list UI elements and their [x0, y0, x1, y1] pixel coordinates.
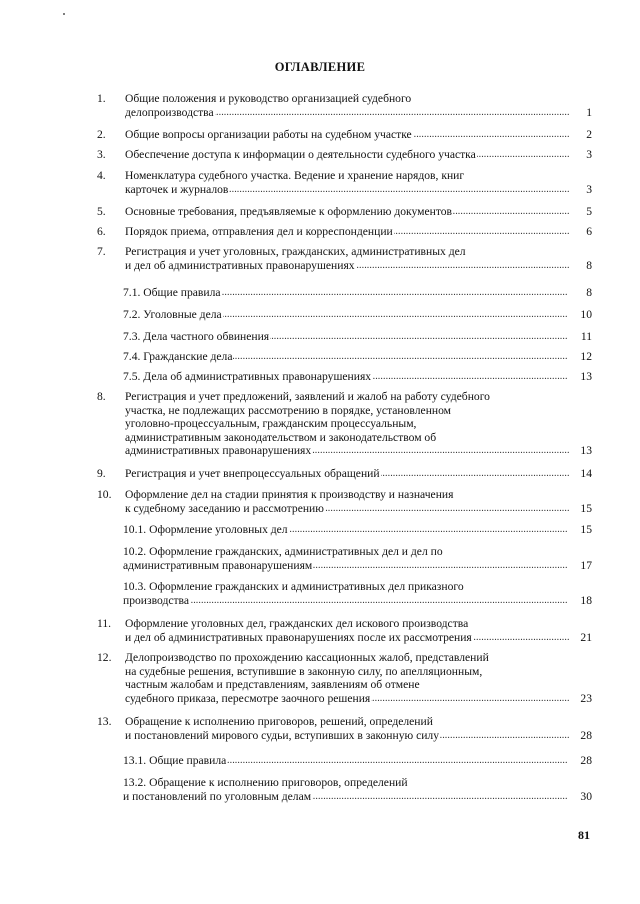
toc-entry-leader-line: судебного приказа, пересмотре заочного решения . . . — [125, 692, 570, 706]
toc-entry-title — [125, 169, 570, 196]
toc-entry-line: Делопроизводство по прохождению кассационных жалоб, представлений — [125, 651, 489, 664]
toc-entry-page: 18 — [580, 593, 592, 607]
toc-entry-page: 23 — [580, 691, 592, 705]
toc-entry-page: 15 — [580, 523, 592, 536]
toc-entry-page: 13 — [580, 370, 592, 383]
toc-entry-title — [123, 545, 568, 572]
toc-entry-leader-line: Общие вопросы организации работы на судебном участке . . . — [125, 128, 570, 142]
toc-entry-number: 7. — [97, 245, 106, 258]
toc-entry-title — [125, 92, 570, 119]
toc-entry-title — [125, 205, 570, 219]
toc-entry-title — [125, 617, 570, 644]
toc-entry-title — [125, 715, 570, 742]
toc-entry-page: 14 — [580, 467, 592, 480]
toc-entry-line: Общие положения и руководство организацией судебного — [125, 92, 412, 105]
toc-entry-title — [125, 390, 570, 458]
toc-entry-leader-line: 7.1. Общие правила . . . — [123, 286, 568, 300]
toc-entry-number: 3. — [97, 148, 106, 161]
toc-entry-leader-line: Обеспечение доступа к информации о деятельности судебного участка . . . — [125, 148, 570, 162]
toc-entry-title — [125, 148, 570, 162]
toc-entry-leader-line: производства . . . — [123, 594, 568, 608]
toc-entry-title — [125, 488, 570, 515]
toc-entry-line: Регистрация и учет предложений, заявлений и жалоб на работу судебного — [125, 390, 490, 403]
document-title: ОГЛАВЛЕНИЕ — [274, 60, 366, 74]
toc-entry-number: 9. — [97, 467, 106, 480]
toc-entry-title — [125, 651, 570, 705]
toc-entry-page: 2 — [586, 128, 592, 141]
toc-entry-line: Оформление дел на стадии принятия к производству и назначения — [125, 488, 454, 501]
toc-entry-title — [125, 467, 570, 481]
toc-entry-leader-line: Регистрация и учет внепроцессуальных обращений . . . — [125, 467, 570, 481]
toc-entry-leader-line: делопроизводства . . . — [125, 106, 570, 120]
scan-speck — [63, 13, 65, 15]
toc-entry-leader-line: и дел об административных правонарушениях после их рассмотрения . . . — [125, 631, 570, 645]
toc-entry-leader-line: Порядок приема, отправления дел и корреспонденции . . . — [125, 225, 570, 239]
toc-entry-page: 6 — [586, 225, 592, 238]
toc-entry-number: 1. — [97, 92, 106, 105]
toc-entry-page: 11 — [580, 330, 592, 343]
toc-entry-title — [123, 370, 568, 384]
toc-entry-page: 3 — [586, 182, 592, 196]
toc-entry-page: 13 — [580, 444, 592, 457]
toc-entry-line: Регистрация и учет уголовных, гражданских, административных дел — [125, 245, 466, 258]
toc-entry-line: на судебные решения, вступившие в законную силу, по апелляционным, — [125, 664, 483, 678]
toc-entry-number: 8. — [97, 390, 106, 403]
toc-entry-leader-line: административных правонарушениях . . . — [125, 444, 570, 458]
toc-entry-number: 10. — [97, 488, 112, 501]
toc-entry-line: уголовно-процессуальным, гражданским процессуальным, — [125, 417, 417, 430]
toc-entry-number: 2. — [97, 128, 106, 141]
toc-entry-title — [123, 350, 568, 364]
toc-entry-page: 15 — [580, 501, 592, 515]
toc-entry-page: 21 — [580, 630, 592, 644]
toc-entry-page: 5 — [586, 205, 592, 218]
toc-entry-title — [123, 754, 568, 768]
toc-entry-title — [123, 330, 568, 344]
toc-entry-line: 10.2. Оформление гражданских, административных дел и дел по — [123, 545, 443, 558]
toc-entry-title — [123, 580, 568, 607]
toc-entry-leader-line: 7.5. Дела об административных правонарушениях . . . — [123, 370, 568, 384]
toc-entry-page: 1 — [586, 105, 592, 119]
toc-entry-page: 8 — [586, 286, 592, 299]
toc-entry-number: 5. — [97, 205, 106, 218]
toc-entry-leader-line: 7.2. Уголовные дела . . . — [123, 308, 568, 322]
page-number: 81 — [578, 828, 590, 842]
toc-entry-number: 13. — [97, 715, 112, 728]
toc-entry-title — [123, 776, 568, 803]
toc-entry-line: участка, не подлежащих рассмотрению в порядке, установленном — [125, 403, 452, 417]
toc-entry-page: 3 — [586, 148, 592, 161]
toc-entry-page: 17 — [580, 558, 592, 572]
toc-entry-title — [123, 523, 568, 537]
toc-entry-leader-line: административным правонарушениям . . . — [123, 559, 568, 573]
toc-entry-line: Обращение к исполнению приговоров, решений, определений — [125, 715, 433, 728]
toc-entry-number: 12. — [97, 651, 112, 664]
toc-entry-line: 13.2. Обращение к исполнению приговоров, определений — [123, 776, 408, 789]
toc-entry-leader-line: 10.1. Оформление уголовных дел . . . — [123, 523, 568, 537]
toc-entry-leader-line: 7.3. Дела частного обвинения . . . — [123, 330, 568, 344]
toc-entry-title — [123, 286, 568, 300]
toc-entry-number: 4. — [97, 169, 106, 182]
toc-entry-leader-line: 7.4. Гражданские дела . . . — [123, 350, 568, 364]
toc-entry-line: частным жалобам и представлениям, заявлениям об отмене — [125, 678, 420, 691]
toc-entry-leader-line: 13.1. Общие правила . . . — [123, 754, 568, 768]
toc-entry-number: 11. — [97, 617, 112, 630]
toc-entry-number: 6. — [97, 225, 106, 238]
toc-entry-page: 12 — [580, 350, 592, 363]
toc-entry-line: Номенклатура судебного участка. Ведение и хранение нарядов, книг — [125, 169, 465, 182]
toc-entry-leader-line: и постановлений по уголовным делам . . . — [123, 790, 568, 804]
toc-entry-line: административным законодательством и законодательством об — [125, 430, 437, 444]
toc-entry-page: 28 — [580, 754, 592, 767]
toc-entry-page: 30 — [580, 789, 592, 803]
toc-entry-line: 10.3. Оформление гражданских и административных дел приказного — [123, 580, 464, 593]
toc-entry-title — [123, 308, 568, 322]
toc-entry-leader-line: к судебному заседанию и рассмотрению . . . — [125, 502, 570, 516]
toc-entry-title — [125, 245, 570, 272]
toc-entry-title — [125, 128, 570, 142]
toc-entry-leader-line: Основные требования, предъявляемые к оформлению документов . . . — [125, 205, 570, 219]
toc-entry-page: 8 — [586, 258, 592, 272]
toc-entry-leader-line: и постановлений мирового судьи, вступивших в законную силу . . . — [125, 729, 570, 743]
toc-entry-page: 28 — [580, 728, 592, 742]
toc-entry-title — [125, 225, 570, 239]
toc-entry-line: Оформление уголовных дел, гражданских дел искового производства — [125, 617, 469, 630]
toc-entry-leader-line: и дел об административных правонарушениях . . . — [125, 259, 570, 273]
toc-entry-page: 10 — [580, 308, 592, 321]
toc-entry-leader-line: карточек и журналов . . . — [125, 183, 570, 197]
